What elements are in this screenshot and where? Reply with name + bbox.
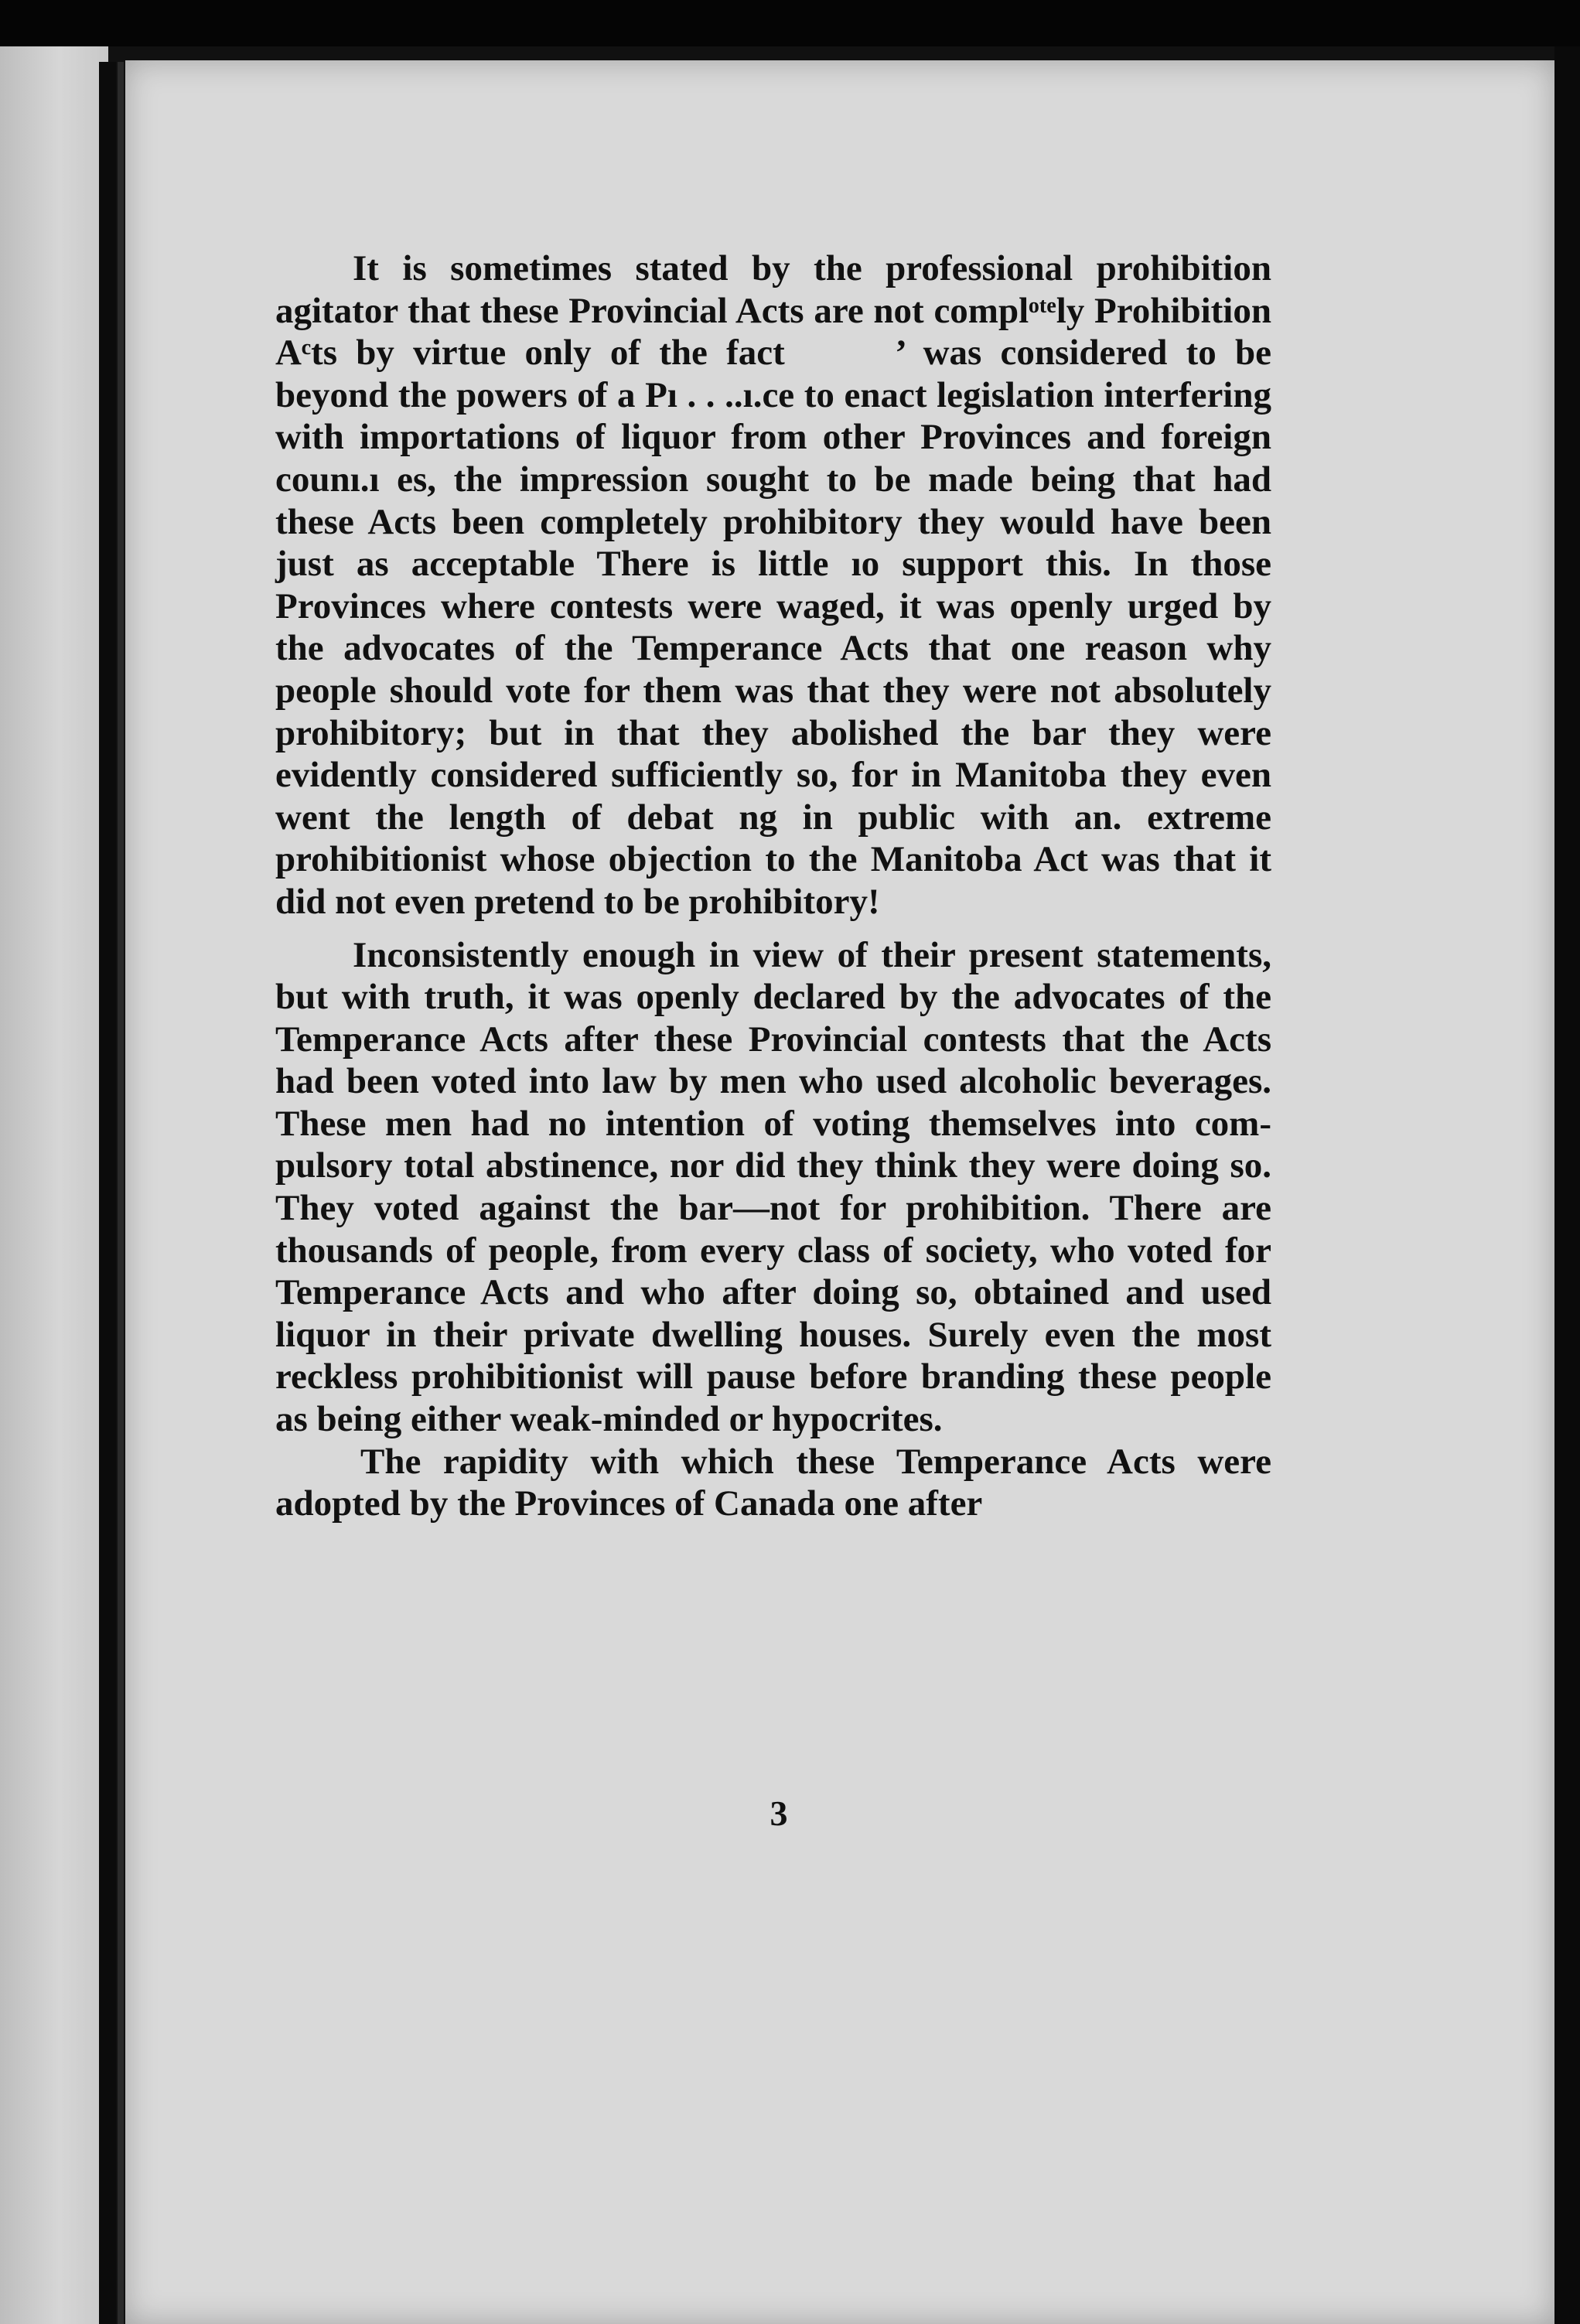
binding-shadow [99,62,116,2324]
paragraph-1: It is sometimes stated by the professional prohibition agitator that these Provincial Acts are not complᵒᵗᵉly Prohibition Aᶜts by virtue only of the fact ’ was considered to be beyond the powers of a Pı . . ..ı.ce to enact legislation interfering with importations of liquor from other Provinces and foreign counı.ı es, the impression sought to be made being that had these Acts been completely prohibitory they would have been just as acceptable There is little ıo support this. In those Provinces where contests were waged, it was openly urged by the advocates of the Temperance Acts that one reason why people should vote for them was that they were not absolutely prohibitory; but in that they abolished the bar they were evidently considered sufficiently so, for in Manitoba they even went the length of debat ng in public with an. extreme prohibitionist whose objection to the Manitoba Act was that it did not even pretend to be prohibitory! [275,248,1271,922]
body-text [275,247,1271,1525]
adjacent-page-edge [0,46,108,2324]
scan-top-border [0,0,1580,46]
paragraph-3: The rapidity with which these Temperance Acts were adopted by the Provinces of Canada one after [275,1441,1271,1524]
paragraph-2: Inconsistently enough in view of their present statements, but with truth, it was openly declared by the advocates of the Temperance Acts after these Provincial contests that the Acts had been voted into law by men who used alcoholic beverages. These men had no intention of voting themselves into compulsory total abstinence, nor did they think they were doing so. They voted against the bar—not for prohibition. There are thousands of people, from every class of society, who voted for Temperance Acts and who after doing so, obtained and used liquor in their private dwelling houses. Surely even the most reckless prohibitionist will pause before branding these people as being either weak-minded or hypocrites. [275,934,1271,1440]
binding-shadow-inner [118,62,124,2324]
scan-right-border [1554,46,1580,2324]
page-number: 3 [770,1793,788,1833]
